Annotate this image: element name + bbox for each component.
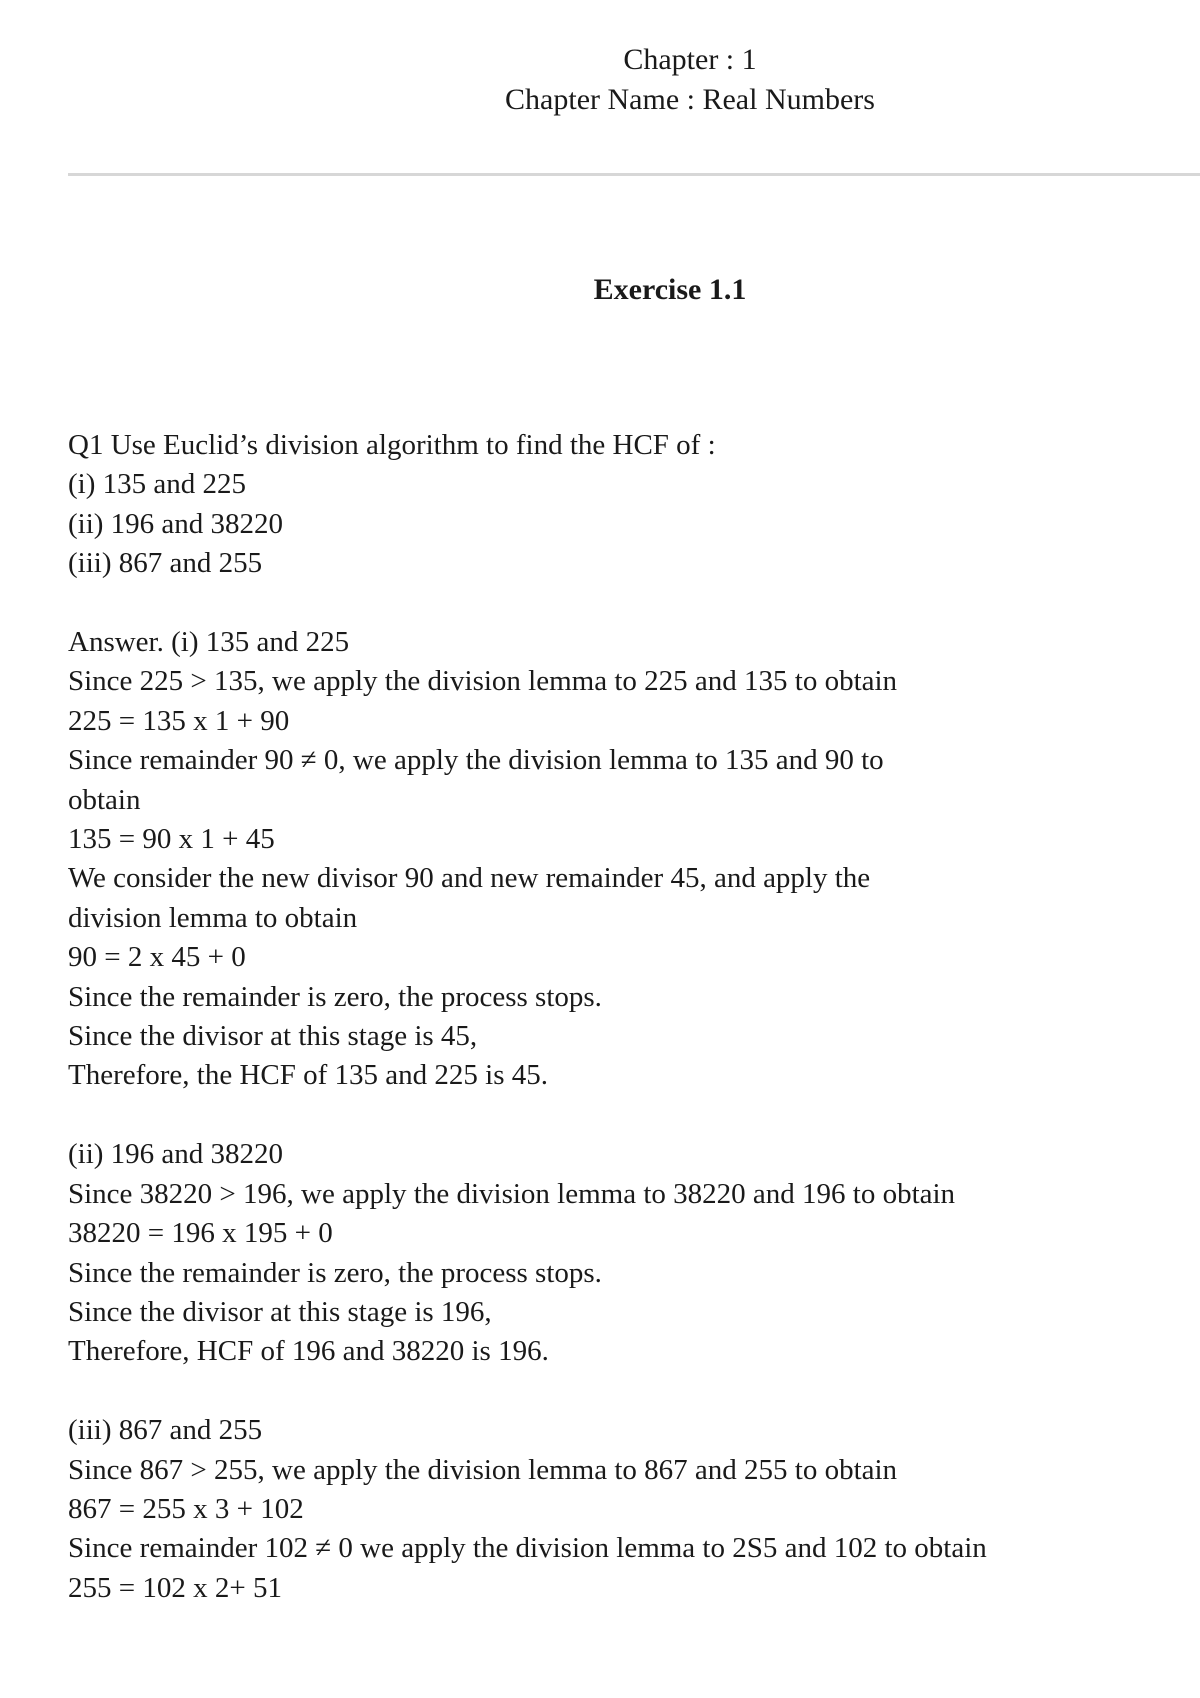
answer-line: We consider the new divisor 90 and new remainder 45, and apply the: [68, 862, 871, 895]
answer-line: Answer. (i) 135 and 225: [68, 626, 350, 659]
answer-line: 90 = 2 x 45 + 0: [68, 941, 246, 974]
answer-line: division lemma to obtain: [68, 901, 358, 934]
answer-line: Since the remainder is zero, the process stops.: [68, 1256, 602, 1289]
question-text: Q1 Use Euclid’s division algorithm to find the HCF of :: [68, 429, 716, 461]
question-part: (iii) 867 and 255: [68, 547, 263, 580]
chapter-number: Chapter : 1: [623, 43, 757, 76]
exercise-body: [68, 426, 1178, 1608]
answer-line: Since the divisor at this stage is 45,: [68, 1020, 478, 1053]
exercise-title: [0, 270, 1200, 310]
paragraph-gap: [68, 1372, 1178, 1411]
answer-line: Since remainder 102 ≠ 0 we apply the division lemma to 2S5 and 102 to obtain: [68, 1532, 987, 1565]
answer-line: Since 867 > 255, we apply the division lemma to 867 and 255 to obtain: [68, 1453, 898, 1486]
answer-line: 135 = 90 x 1 + 45: [68, 823, 275, 856]
answer-line: Since 225 > 135, we apply the division lemma to 225 and 135 to obtain: [68, 665, 898, 698]
question-part: (ii) 196 and 38220: [68, 507, 284, 540]
answer-line: Since remainder 90 ≠ 0, we apply the division lemma to 135 and 90 to: [68, 744, 884, 777]
chapter-name: Chapter Name : Real Numbers: [505, 83, 875, 116]
answer-line: Therefore, HCF of 196 and 38220 is 196.: [68, 1335, 549, 1368]
answer-line: (iii) 867 and 255: [68, 1414, 263, 1447]
chapter-header: [0, 40, 1200, 120]
answer-line: 225 = 135 x 1 + 90: [68, 704, 290, 737]
answer-line: Since 38220 > 196, we apply the division lemma to 38220 and 196 to obtain: [68, 1177, 956, 1210]
answer-line: obtain: [68, 783, 141, 816]
answer-line: (ii) 196 and 38220: [68, 1138, 284, 1171]
answer-line: 867 = 255 x 3 + 102: [68, 1492, 304, 1525]
question-part: (i) 135 and 225: [68, 468, 246, 501]
header-divider: [68, 173, 1200, 176]
paragraph-gap: [68, 584, 1178, 623]
answer-line: Therefore, the HCF of 135 and 225 is 45.: [68, 1059, 549, 1092]
answer-line: 255 = 102 x 2+ 51: [68, 1571, 282, 1604]
paragraph-gap: [68, 1096, 1178, 1135]
answer-line: Since the divisor at this stage is 196,: [68, 1295, 492, 1328]
exercise-title-text: Exercise 1.1: [593, 273, 747, 306]
answer-line: Since the remainder is zero, the process stops.: [68, 980, 602, 1013]
answer-line: 38220 = 196 x 195 + 0: [68, 1217, 333, 1250]
